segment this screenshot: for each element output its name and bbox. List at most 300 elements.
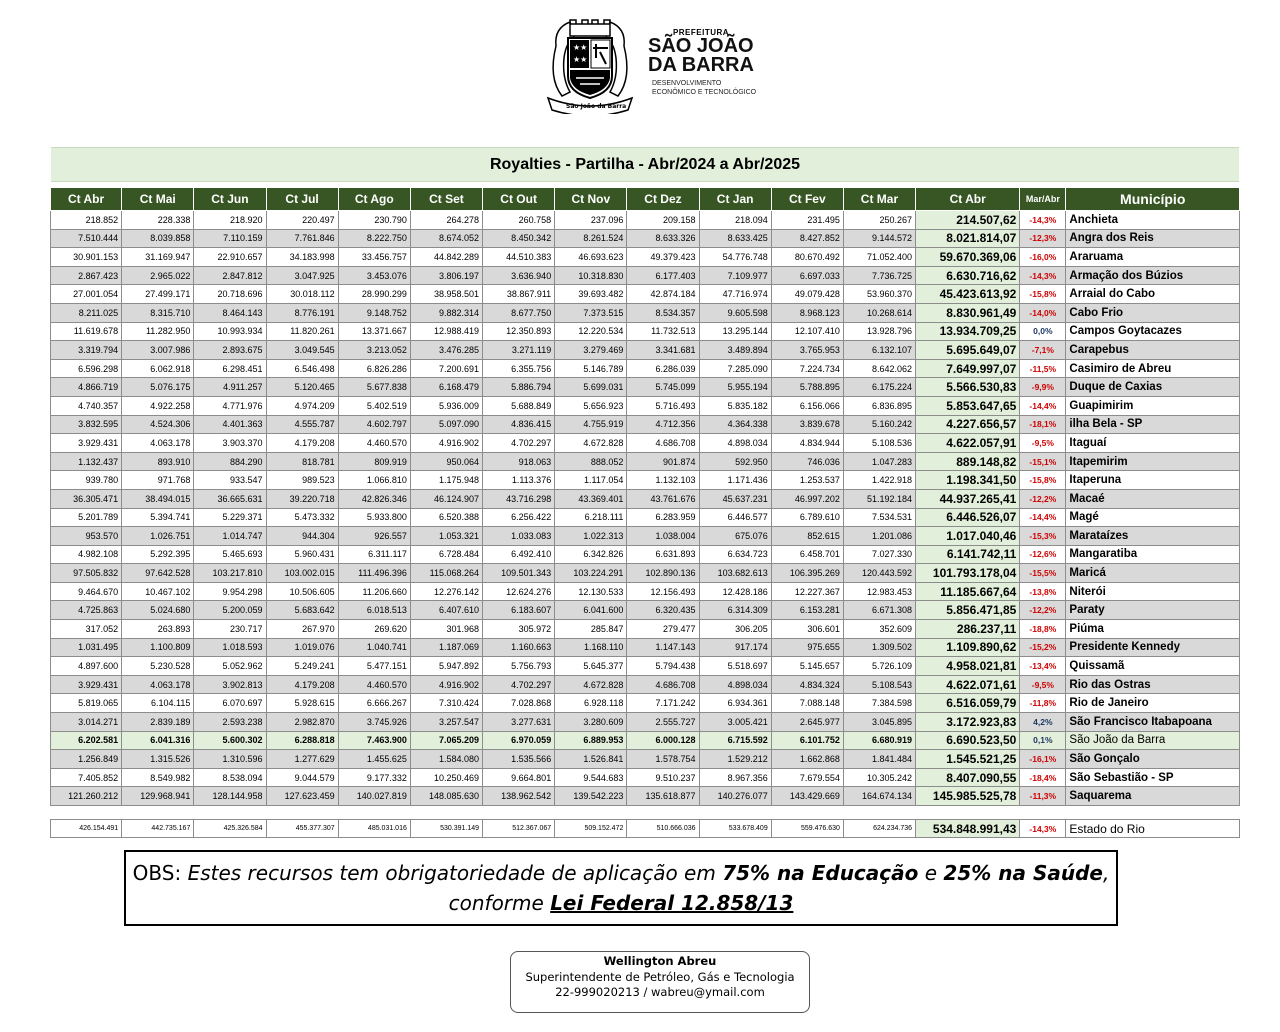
municipality-cell: Presidente Kennedy [1066, 638, 1240, 657]
monthly-value-cell: 1.022.313 [555, 527, 627, 546]
monthly-value-cell: 237.096 [555, 211, 627, 230]
monthly-value-cell: 139.542.223 [555, 787, 627, 806]
monthly-value-cell: 49.379.423 [627, 248, 699, 267]
variation-cell: -12,6% [1020, 545, 1066, 564]
monthly-value-cell: 3.806.197 [410, 266, 482, 285]
monthly-value-cell: 267.970 [266, 620, 338, 639]
monthly-value-cell: 3.839.678 [771, 415, 843, 434]
city-name-line1: SÃO JOÃO [648, 35, 754, 57]
monthly-value-cell: 3.271.119 [483, 341, 555, 360]
municipality-cell: São Francisco Itabapoana [1066, 713, 1240, 732]
monthly-value-cell: 1.160.663 [483, 638, 555, 657]
table-row [51, 211, 1240, 230]
monthly-value-cell: 140.276.077 [699, 787, 771, 806]
monthly-value-cell: 3.765.953 [771, 341, 843, 360]
monthly-value-cell: 12.624.276 [483, 582, 555, 601]
monthly-value-cell: 5.108.543 [843, 675, 915, 694]
variation-cell: -16,0% [1020, 248, 1066, 267]
table-row [51, 601, 1240, 620]
monthly-value-cell: 7.028.868 [483, 694, 555, 713]
municipality-cell: Paraty [1066, 601, 1240, 620]
monthly-value-cell: 140.027.819 [338, 787, 410, 806]
monthly-value-cell: 5.200.059 [194, 601, 266, 620]
variation-cell: -14,4% [1020, 396, 1066, 415]
total-cell: 101.793.178,04 [916, 564, 1020, 583]
total-cell: 1.017.040,46 [916, 527, 1020, 546]
municipality-cell: Itaperuna [1066, 471, 1240, 490]
table-row [51, 768, 1240, 787]
monthly-value-cell: 164.674.134 [843, 787, 915, 806]
column-header: Ct Mai [122, 188, 194, 211]
monthly-value-cell: 4.897.600 [51, 657, 122, 676]
monthly-value-cell: 8.538.094 [194, 768, 266, 787]
monthly-value-cell: 1.422.918 [843, 471, 915, 490]
monthly-value-cell: 33.456.757 [338, 248, 410, 267]
monthly-value-cell: 8.968.123 [771, 303, 843, 322]
monthly-value-cell: 6.836.895 [843, 396, 915, 415]
monthly-value-cell: 6.634.723 [699, 545, 771, 564]
monthly-value-cell: 510.666.036 [627, 820, 699, 838]
table-row [51, 731, 1240, 750]
monthly-value-cell: 6.458.701 [771, 545, 843, 564]
monthly-value-cell: 138.962.542 [483, 787, 555, 806]
monthly-value-cell: 6.789.610 [771, 508, 843, 527]
monthly-value-cell: 228.338 [122, 211, 194, 230]
variation-cell: -14,4% [1020, 508, 1066, 527]
monthly-value-cell: 230.717 [194, 620, 266, 639]
column-header: Ct Fev [771, 188, 843, 211]
monthly-value-cell: 989.523 [266, 471, 338, 490]
monthly-value-cell: 4.602.797 [338, 415, 410, 434]
monthly-value-cell: 12.220.534 [555, 322, 627, 341]
variation-cell: -16,1% [1020, 750, 1066, 769]
monthly-value-cell: 10.305.242 [843, 768, 915, 787]
monthly-value-cell: 4.686.708 [627, 434, 699, 453]
monthly-value-cell: 47.716.974 [699, 285, 771, 304]
total-cell: 8.407.090,55 [916, 768, 1020, 787]
monthly-value-cell: 8.222.750 [338, 229, 410, 248]
monthly-value-cell: 38.494.015 [122, 489, 194, 508]
monthly-value-cell: 5.788.895 [771, 378, 843, 397]
monthly-value-cell: 1.053.321 [410, 527, 482, 546]
total-cell: 6.446.526,07 [916, 508, 1020, 527]
monthly-value-cell: 7.088.148 [771, 694, 843, 713]
monthly-value-cell: 5.402.519 [338, 396, 410, 415]
monthly-value-cell: 8.261.524 [555, 229, 627, 248]
monthly-value-cell: 13.371.667 [338, 322, 410, 341]
municipality-cell: São João da Barra [1066, 731, 1240, 750]
table-row [51, 285, 1240, 304]
monthly-value-cell: 7.109.977 [699, 266, 771, 285]
monthly-value-cell: 944.304 [266, 527, 338, 546]
table-row [51, 434, 1240, 453]
table-row [51, 620, 1240, 639]
total-cell: 45.423.613,92 [916, 285, 1020, 304]
monthly-value-cell: 6.314.309 [699, 601, 771, 620]
monthly-value-cell: 6.355.756 [483, 359, 555, 378]
monthly-value-cell: 6.177.403 [627, 266, 699, 285]
municipality-cell: Niterói [1066, 582, 1240, 601]
monthly-value-cell: 9.044.579 [266, 768, 338, 787]
monthly-value-cell: 6.041.316 [122, 731, 194, 750]
variation-cell: 0,0% [1020, 322, 1066, 341]
table-header-row [51, 188, 1240, 211]
variation-cell: -15,8% [1020, 471, 1066, 490]
variation-cell: -15,3% [1020, 527, 1066, 546]
monthly-value-cell: 12.988.419 [410, 322, 482, 341]
column-header: Mar/Abr [1020, 188, 1066, 211]
monthly-value-cell: 43.369.401 [555, 489, 627, 508]
monthly-value-cell: 7.110.159 [194, 229, 266, 248]
total-cell: 7.649.997,07 [916, 359, 1020, 378]
monthly-value-cell: 44.510.383 [483, 248, 555, 267]
municipality-cell: Piúma [1066, 620, 1240, 639]
monthly-value-cell: 939.780 [51, 471, 122, 490]
monthly-value-cell: 6.446.577 [699, 508, 771, 527]
municipality-cell: Marataízes [1066, 527, 1240, 546]
monthly-value-cell: 2.893.675 [194, 341, 266, 360]
monthly-value-cell: 12.276.142 [410, 582, 482, 601]
monthly-value-cell: 5.024.680 [122, 601, 194, 620]
monthly-value-cell: 7.224.734 [771, 359, 843, 378]
variation-cell: -15,1% [1020, 452, 1066, 471]
monthly-value-cell: 42.874.184 [627, 285, 699, 304]
monthly-value-cell: 3.045.895 [843, 713, 915, 732]
monthly-value-cell: 5.947.892 [410, 657, 482, 676]
monthly-value-cell: 27.499.171 [122, 285, 194, 304]
table-row [51, 675, 1240, 694]
monthly-value-cell: 8.677.750 [483, 303, 555, 322]
monthly-value-cell: 5.677.838 [338, 378, 410, 397]
monthly-value-cell: 9.605.598 [699, 303, 771, 322]
monthly-value-cell: 10.993.934 [194, 322, 266, 341]
monthly-value-cell: 8.464.143 [194, 303, 266, 322]
monthly-value-cell: 46.124.907 [410, 489, 482, 508]
column-header: Ct Ago [338, 188, 410, 211]
monthly-value-cell: 4.922.258 [122, 396, 194, 415]
monthly-value-cell: 1.040.741 [338, 638, 410, 657]
monthly-value-cell: 888.052 [555, 452, 627, 471]
monthly-value-cell: 4.401.363 [194, 415, 266, 434]
monthly-value-cell: 1.526.841 [555, 750, 627, 769]
monthly-value-cell: 5.229.371 [194, 508, 266, 527]
monthly-value-cell: 5.699.031 [555, 378, 627, 397]
monthly-value-cell: 6.070.697 [194, 694, 266, 713]
monthly-value-cell: 512.367.067 [483, 820, 555, 838]
dept-line1: DESENVOLVIMENTO [652, 80, 722, 87]
monthly-value-cell: 1.117.054 [555, 471, 627, 490]
monthly-value-cell: 4.702.297 [483, 675, 555, 694]
dept-line2: ECONÔMICO E TECNOLÓGICO [652, 89, 757, 96]
table-row [51, 787, 1240, 806]
total-cell: 1.109.890,62 [916, 638, 1020, 657]
monthly-value-cell: 5.688.849 [483, 396, 555, 415]
monthly-value-cell: 3.005.421 [699, 713, 771, 732]
monthly-value-cell: 6.168.479 [410, 378, 482, 397]
monthly-value-cell: 106.395.269 [771, 564, 843, 583]
total-cell: 4.227.656,57 [916, 415, 1020, 434]
monthly-value-cell: 4.916.902 [410, 675, 482, 694]
monthly-value-cell: 103.224.291 [555, 564, 627, 583]
monthly-value-cell: 4.063.178 [122, 434, 194, 453]
monthly-value-cell: 8.427.852 [771, 229, 843, 248]
monthly-value-cell: 4.702.297 [483, 434, 555, 453]
variation-cell: -18,4% [1020, 768, 1066, 787]
monthly-value-cell: 5.745.099 [627, 378, 699, 397]
total-cell: 286.237,11 [916, 620, 1020, 639]
monthly-value-cell: 1.578.754 [627, 750, 699, 769]
total-cell: 6.630.716,62 [916, 266, 1020, 285]
monthly-value-cell: 5.928.615 [266, 694, 338, 713]
obs-law: Lei Federal 12.858/13 [550, 891, 794, 915]
monthly-value-cell: 1.584.080 [410, 750, 482, 769]
monthly-value-cell: 852.615 [771, 527, 843, 546]
monthly-value-cell: 3.213.052 [338, 341, 410, 360]
variation-cell: -15,8% [1020, 285, 1066, 304]
monthly-value-cell: 6.062.918 [122, 359, 194, 378]
monthly-value-cell: 7.373.515 [555, 303, 627, 322]
monthly-value-cell: 49.079.428 [771, 285, 843, 304]
monthly-value-cell: 109.501.343 [483, 564, 555, 583]
monthly-value-cell: 6.202.581 [51, 731, 122, 750]
municipality-cell: Mangaratiba [1066, 545, 1240, 564]
municipality-cell: Campos Goytacazes [1066, 322, 1240, 341]
variation-cell: -9,9% [1020, 378, 1066, 397]
monthly-value-cell: 6.156.066 [771, 396, 843, 415]
table-row [51, 396, 1240, 415]
monthly-value-cell: 2.965.022 [122, 266, 194, 285]
monthly-value-cell: 4.982.108 [51, 545, 122, 564]
monthly-value-cell: 9.954.298 [194, 582, 266, 601]
monthly-value-cell: 218.094 [699, 211, 771, 230]
monthly-value-cell: 1.066.810 [338, 471, 410, 490]
logo-text [646, 28, 776, 97]
table-row [51, 229, 1240, 248]
monthly-value-cell: 97.505.832 [51, 564, 122, 583]
total-cell: 5.856.471,85 [916, 601, 1020, 620]
monthly-value-cell: 7.065.209 [410, 731, 482, 750]
monthly-value-cell: 260.758 [483, 211, 555, 230]
table-row [51, 564, 1240, 583]
table-row [51, 508, 1240, 527]
monthly-value-cell: 4.524.306 [122, 415, 194, 434]
variation-cell: -12,3% [1020, 229, 1066, 248]
monthly-value-cell: 3.277.631 [483, 713, 555, 732]
monthly-value-cell: 128.144.958 [194, 787, 266, 806]
total-cell: 214.507,62 [916, 211, 1020, 230]
variation-cell: -18,1% [1020, 415, 1066, 434]
monthly-value-cell: 4.755.919 [555, 415, 627, 434]
monthly-value-cell: 5.097.090 [410, 415, 482, 434]
monthly-value-cell: 6.546.498 [266, 359, 338, 378]
monthly-value-cell: 917.174 [699, 638, 771, 657]
monthly-value-cell: 115.068.264 [410, 564, 482, 583]
monthly-value-cell: 4.866.719 [51, 378, 122, 397]
monthly-value-cell: 218.920 [194, 211, 266, 230]
monthly-value-cell: 5.108.536 [843, 434, 915, 453]
obs-text-3: , [1102, 861, 1110, 885]
monthly-value-cell: 3.476.285 [410, 341, 482, 360]
monthly-value-cell: 4.974.209 [266, 396, 338, 415]
total-cell: 11.185.667,64 [916, 582, 1020, 601]
monthly-value-cell: 43.761.676 [627, 489, 699, 508]
state-total-row [51, 820, 1240, 838]
monthly-value-cell: 426.154.491 [51, 820, 122, 838]
city-name-line2: DA BARRA [648, 54, 754, 76]
monthly-value-cell: 5.756.793 [483, 657, 555, 676]
monthly-value-cell: 818.781 [266, 452, 338, 471]
monthly-value-cell: 1.031.495 [51, 638, 122, 657]
monthly-value-cell: 933.547 [194, 471, 266, 490]
monthly-value-cell: 4.740.357 [51, 396, 122, 415]
monthly-value-cell: 6.218.111 [555, 508, 627, 527]
monthly-value-cell: 6.596.298 [51, 359, 122, 378]
variation-cell: 0,1% [1020, 731, 1066, 750]
monthly-value-cell: 2.593.238 [194, 713, 266, 732]
column-header: Ct Out [483, 188, 555, 211]
monthly-value-cell: 306.601 [771, 620, 843, 639]
monthly-value-cell: 3.014.271 [51, 713, 122, 732]
variation-cell: -13,4% [1020, 657, 1066, 676]
monthly-value-cell: 8.315.710 [122, 303, 194, 322]
monthly-value-cell: 4.686.708 [627, 675, 699, 694]
column-header: Município [1066, 188, 1240, 211]
monthly-value-cell: 9.882.314 [410, 303, 482, 322]
monthly-value-cell: 1.310.596 [194, 750, 266, 769]
monthly-value-cell: 8.674.052 [410, 229, 482, 248]
total-cell: 6.141.742,11 [916, 545, 1020, 564]
monthly-value-cell: 2.839.189 [122, 713, 194, 732]
monthly-value-cell: 143.429.669 [771, 787, 843, 806]
monthly-value-cell: 1.047.283 [843, 452, 915, 471]
monthly-value-cell: 953.570 [51, 527, 122, 546]
variation-cell: -9,5% [1020, 434, 1066, 453]
total-cell: 8.021.814,07 [916, 229, 1020, 248]
monthly-value-cell: 1.175.948 [410, 471, 482, 490]
monthly-value-cell: 6.041.600 [555, 601, 627, 620]
monthly-value-cell: 485.031.016 [338, 820, 410, 838]
monthly-value-cell: 3.453.076 [338, 266, 410, 285]
monthly-value-cell: 5.465.693 [194, 545, 266, 564]
monthly-value-cell: 8.534.357 [627, 303, 699, 322]
monthly-value-cell: 279.477 [627, 620, 699, 639]
monthly-value-cell: 8.642.062 [843, 359, 915, 378]
signature-role: Superintendente de Petróleo, Gás e Tecnologia [525, 969, 795, 984]
monthly-value-cell: 1.038.004 [627, 527, 699, 546]
monthly-value-cell: 1.100.809 [122, 638, 194, 657]
monthly-value-cell: 36.305.471 [51, 489, 122, 508]
monthly-value-cell: 6.826.286 [338, 359, 410, 378]
municipality-cell: Armação dos Búzios [1066, 266, 1240, 285]
monthly-value-cell: 1.033.083 [483, 527, 555, 546]
monthly-value-cell: 9.148.752 [338, 303, 410, 322]
monthly-value-cell: 6.970.059 [483, 731, 555, 750]
table-row [51, 266, 1240, 285]
monthly-value-cell: 509.152.472 [555, 820, 627, 838]
monthly-value-cell: 31.169.947 [122, 248, 194, 267]
monthly-value-cell: 250.267 [843, 211, 915, 230]
monthly-value-cell: 38.867.911 [483, 285, 555, 304]
monthly-value-cell: 51.192.184 [843, 489, 915, 508]
obs-text-4: conforme [448, 891, 551, 915]
monthly-value-cell: 901.874 [627, 452, 699, 471]
monthly-value-cell: 148.085.630 [410, 787, 482, 806]
monthly-value-cell: 6.175.224 [843, 378, 915, 397]
monthly-value-cell: 5.726.109 [843, 657, 915, 676]
variation-cell: -7,1% [1020, 341, 1066, 360]
total-cell: 5.566.530,83 [916, 378, 1020, 397]
monthly-value-cell: 12.350.893 [483, 322, 555, 341]
monthly-value-cell: 926.557 [338, 527, 410, 546]
monthly-value-cell: 3.903.370 [194, 434, 266, 453]
monthly-value-cell: 129.968.941 [122, 787, 194, 806]
column-header: Ct Dez [627, 188, 699, 211]
monthly-value-cell: 5.160.242 [843, 415, 915, 434]
monthly-value-cell: 2.847.812 [194, 266, 266, 285]
monthly-value-cell: 5.052.962 [194, 657, 266, 676]
variation-cell: -14,3% [1020, 820, 1066, 838]
monthly-value-cell: 7.679.554 [771, 768, 843, 787]
monthly-value-cell: 5.076.175 [122, 378, 194, 397]
variation-cell: 4,2% [1020, 713, 1066, 732]
monthly-value-cell: 950.064 [410, 452, 482, 471]
table-row [51, 471, 1240, 490]
table-title: Royalties - Partilha - Abr/2024 a Abr/2025 [51, 147, 1239, 182]
total-cell: 1.198.341,50 [916, 471, 1020, 490]
obs-health: 25% na Saúde [943, 861, 1103, 885]
municipality-cell: São Sebastião - SP [1066, 768, 1240, 787]
monthly-value-cell: 6.311.117 [338, 545, 410, 564]
monthly-value-cell: 10.250.469 [410, 768, 482, 787]
monthly-value-cell: 11.206.660 [338, 582, 410, 601]
table-row [51, 713, 1240, 732]
monthly-value-cell: 5.477.151 [338, 657, 410, 676]
monthly-value-cell: 1.841.484 [843, 750, 915, 769]
municipality-cell: Arraial do Cabo [1066, 285, 1240, 304]
monthly-value-cell: 1.253.537 [771, 471, 843, 490]
monthly-value-cell: 6.715.592 [699, 731, 771, 750]
municipality-cell: Guapimirim [1066, 396, 1240, 415]
table-row [51, 415, 1240, 434]
monthly-value-cell: 10.467.102 [122, 582, 194, 601]
monthly-value-cell: 5.716.493 [627, 396, 699, 415]
monthly-value-cell: 111.496.396 [338, 564, 410, 583]
monthly-value-cell: 7.200.691 [410, 359, 482, 378]
monthly-value-cell: 103.217.810 [194, 564, 266, 583]
monthly-value-cell: 5.819.065 [51, 694, 122, 713]
municipality-cell: Macaé [1066, 489, 1240, 508]
monthly-value-cell: 5.960.431 [266, 545, 338, 564]
variation-cell: -18,8% [1020, 620, 1066, 639]
monthly-value-cell: 13.928.796 [843, 322, 915, 341]
variation-cell: -14,0% [1020, 303, 1066, 322]
monthly-value-cell: 7.171.242 [627, 694, 699, 713]
monthly-value-cell: 6.183.607 [483, 601, 555, 620]
monthly-value-cell: 1.132.437 [51, 452, 122, 471]
monthly-value-cell: 5.518.697 [699, 657, 771, 676]
signature-name: Wellington Abreu [603, 954, 717, 968]
monthly-value-cell: 3.929.431 [51, 675, 122, 694]
variation-cell: -12,2% [1020, 489, 1066, 508]
monthly-value-cell: 8.549.982 [122, 768, 194, 787]
monthly-value-cell: 7.534.531 [843, 508, 915, 527]
monthly-value-cell: 38.958.501 [410, 285, 482, 304]
column-header: Ct Nov [555, 188, 627, 211]
monthly-value-cell: 4.364.338 [699, 415, 771, 434]
municipality-cell: Rio das Ostras [1066, 675, 1240, 694]
monthly-value-cell: 1.147.143 [627, 638, 699, 657]
monthly-value-cell: 12.227.367 [771, 582, 843, 601]
